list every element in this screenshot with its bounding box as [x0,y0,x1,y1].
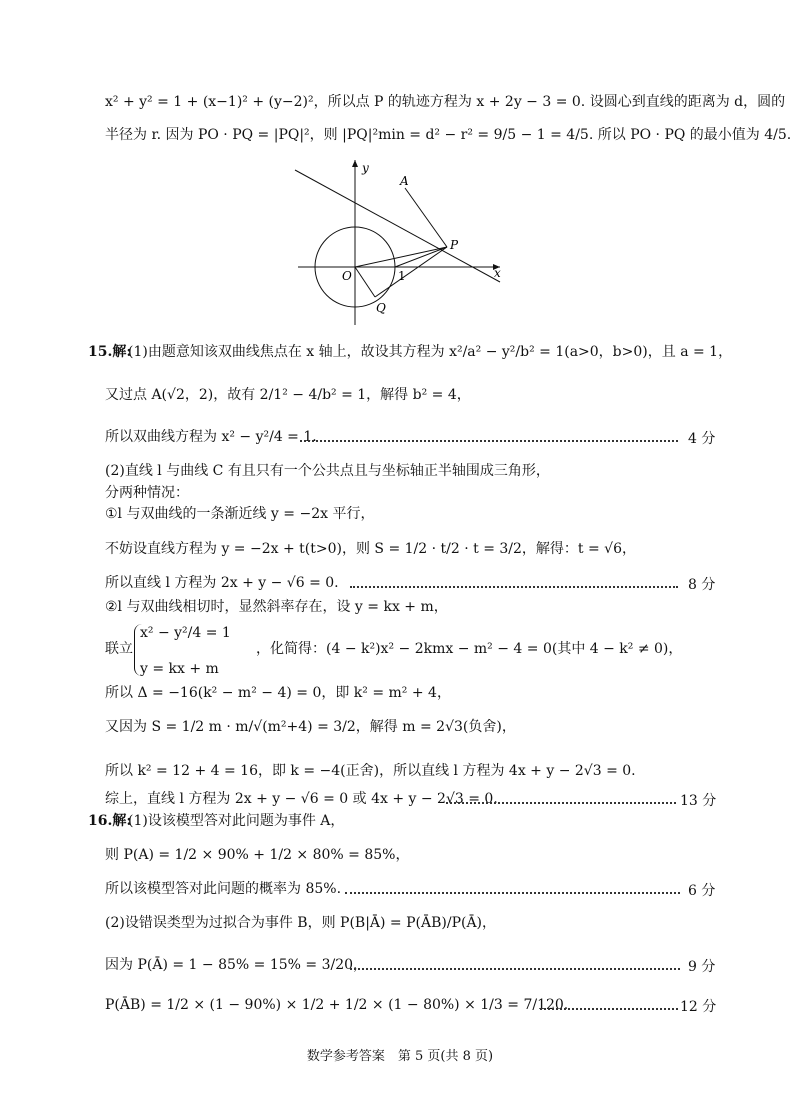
q16-line-6: P(ĀB) = 1/2 × (1 − 90%) × 1/2 + 1/2 × (1 − 80%) × 1/3 = 7/120. [105,997,569,1013]
q15-line-7: 不妨设直线方程为 y = −2x + t(t>0)，则 S = 1/2 · t/2 · t = 3/2，解得：t = √6， [105,541,636,557]
q16-line-1: (1)设该模型答对此问题为事件 A， [128,813,345,829]
q15-line-12: 又因为 S = 1/2 m · m/√(m²+4) = 3/2，解得 m = 2√3(负舍)， [105,719,516,735]
intro-line-1: x² + y² = 1 + (x−1)² + (y−2)²，所以点 P 的轨迹方程为 x + 2y − 3 = 0. 设圆心到直线的距离为 d，圆的 [105,94,786,110]
q16-line-2: 则 P(A) = 1/2 × 90% + 1/2 × 80% = 85%， [105,847,410,863]
dot-leader [345,892,680,894]
system-eq-2: y = kx + m [140,661,219,677]
q15-line-3: 所以双曲线方程为 x² − y²/4 = 1. [105,429,317,445]
q16-line-4: (2)设错误类型为过拟合为事件 B，则 P(B|Ā) = P(ĀB)/P(Ā)， [105,915,497,931]
q15-line-1: (1)由题意知该双曲线焦点在 x 轴上，故设其方程为 x²/a² − y²/b² = 1(a>0，b>0)，且 a = 1， [128,344,733,360]
score-13: 13 分 [680,793,717,809]
system-label: 联立 [105,641,133,657]
q15-line-11: 所以 Δ = −16(k² − m² − 4) = 0，即 k² = m² + 4， [105,685,451,701]
q15-line-14: 综上，直线 l 方程为 2x + y − √6 = 0 或 4x + y − 2√3 = 0. [105,791,498,807]
q16-line-3: 所以该模型答对此问题的概率为 85%. [105,881,342,897]
q16-line-5: 因为 P(Ā) = 1 − 85% = 15% = 3/20， [105,957,368,973]
label-x: x [494,266,501,280]
q16-number: 16.解: [88,813,132,829]
score-12: 12 分 [680,999,717,1015]
q15-line-8: 所以直线 l 方程为 2x + y − √6 = 0. [105,575,339,591]
y-axis-arrow [352,160,358,167]
geometry-figure [290,150,520,330]
intro-line-2: 半径为 r. 因为 PO · PQ = |PQ|²，则 |PQ|²min = d² − r² = 9/5 − 1 = 4/5. 所以 PO · PQ 的最小值为 4/5. [105,127,792,143]
dot-leader [540,1008,678,1010]
q15-line-10: ，化简得：(4 − k²)x² − 2kmx − m² − 4 = 0(其中 4 − k² ≠ 0)， [256,641,683,657]
score-8: 8 分 [688,577,716,593]
dot-leader [350,586,678,588]
q15-line-9: ②l 与双曲线相切时，显然斜率存在，设 y = kx + m， [105,599,448,615]
q15-line-6: ①l 与双曲线的一条渐近线 y = −2x 平行， [105,506,375,522]
line-through-p [295,170,500,282]
segment-oq [355,267,375,297]
score-9: 9 分 [688,959,716,975]
label-one: 1 [398,269,406,283]
q15-line-2: 又过点 A(√2，2)，故有 2/1² − 4/b² = 1，解得 b² = 4， [105,387,471,403]
q15-line-5: 分两种情况： [105,485,189,501]
dot-leader [350,968,680,970]
label-p: P [450,238,459,252]
segment-pa [405,188,447,247]
system-eq-1: x² − y²/4 = 1 [140,625,231,641]
label-o: O [342,269,352,283]
label-y: y [362,161,369,175]
q15-number: 15.解: [88,344,132,360]
label-a: A [400,174,409,188]
score-6: 6 分 [688,883,716,899]
q15-line-4: (2)直线 l 与曲线 C 有且只有一个公共点且与坐标轴正半轴围成三角形， [105,463,550,479]
page-footer: 数学参考答案 第 5 页(共 8 页) [306,1049,494,1064]
label-q: Q [376,301,386,315]
dot-leader [446,802,676,804]
dot-leader [300,440,678,442]
q15-line-13: 所以 k² = 12 + 4 = 16，即 k = −4(正舍)，所以直线 l 方程为 4x + y − 2√3 = 0. [105,763,636,779]
score-4: 4 分 [688,431,716,447]
